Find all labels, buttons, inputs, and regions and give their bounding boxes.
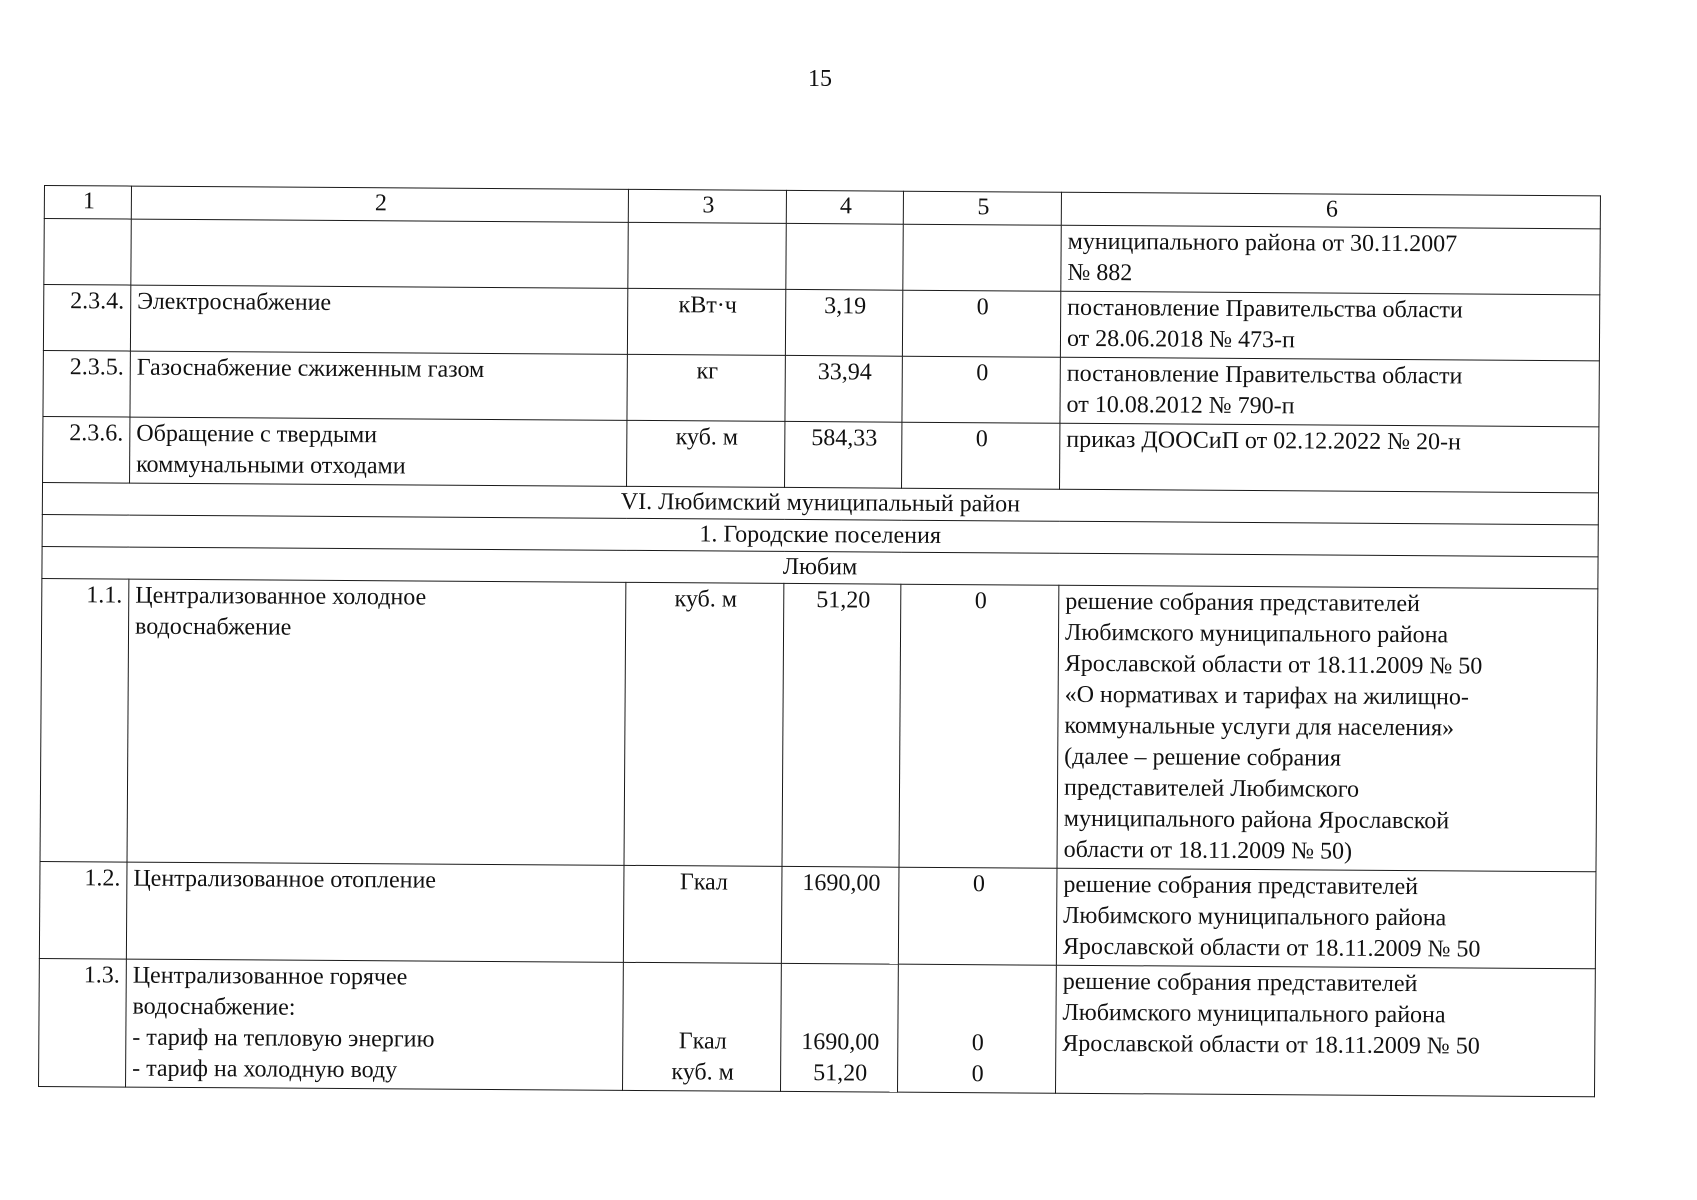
name-line: Централизованное горячее <box>132 962 408 991</box>
basis-line: муниципального района от 30.11.2007 <box>1067 228 1458 258</box>
table-row <box>43 285 1599 361</box>
section-town: Любим <box>42 546 1598 588</box>
value-line <box>788 965 894 997</box>
name-cell <box>130 285 627 354</box>
unit-line: куб. м <box>671 1059 734 1086</box>
unit-cell <box>623 962 782 1091</box>
name-cell <box>131 219 628 288</box>
basis-line: представителей Любимского <box>1063 774 1360 803</box>
basis-line: муниципального района Ярославской <box>1063 805 1450 835</box>
unit-cell <box>623 865 782 963</box>
name-line: Обращение с твердыми <box>136 420 378 449</box>
num-cell: 2.3.5. <box>43 350 130 417</box>
num-cell: 2.3.6. <box>43 416 130 483</box>
basis-line: Любимского муниципального района <box>1063 902 1447 932</box>
basis-cell <box>1056 868 1596 969</box>
unit-line: куб. м <box>675 424 739 451</box>
value-cell <box>785 421 902 488</box>
table-row <box>39 958 1596 1096</box>
zero-cell <box>902 356 1060 423</box>
zero-cell <box>902 290 1060 357</box>
zero-line: 0 <box>975 426 988 453</box>
num-cell: 1.2. <box>39 861 127 959</box>
basis-line: решение собрания представителей <box>1065 588 1420 618</box>
basis-line: решение собрания представителей <box>1063 871 1419 901</box>
name-cell <box>130 417 627 486</box>
value-line: 1690,00 <box>802 870 881 897</box>
basis-line: Любимского муниципального района <box>1064 619 1449 649</box>
zero-line <box>904 997 1051 1029</box>
value-cell <box>781 866 899 964</box>
header-cell: 5 <box>903 191 1061 225</box>
name-cell <box>126 862 624 962</box>
unit-cell <box>627 354 785 421</box>
name-line: Газоснабжение сжиженным газом <box>136 354 485 383</box>
value-cell <box>785 355 902 422</box>
num-cell: 2.3.4. <box>43 285 130 352</box>
name-line: - тариф на холодную воду <box>132 1055 398 1084</box>
unit-cell <box>624 582 784 866</box>
continuation-row <box>44 219 1600 295</box>
unit-cell <box>627 420 785 487</box>
header-cell: 2 <box>131 186 628 222</box>
basis-line: решение собрания представителей <box>1062 968 1418 998</box>
num-cell <box>44 219 131 286</box>
table-row <box>40 578 1598 871</box>
name-line: водоснабжение: <box>132 993 296 1021</box>
zero-line: 0 <box>971 1061 984 1088</box>
name-line: Централизованное холодное <box>135 582 427 611</box>
tariff-table <box>38 185 1601 1097</box>
header-cell: 6 <box>1061 192 1600 229</box>
table-row <box>43 350 1599 426</box>
basis-line: от 10.08.2012 № 790-п <box>1066 391 1295 420</box>
basis-line: Ярославской области от 18.11.2009 № 50 <box>1062 1030 1480 1060</box>
unit-cell <box>627 288 785 355</box>
name-cell <box>127 579 626 865</box>
value-line: 1690,00 <box>801 1029 880 1056</box>
name-cell <box>130 351 627 420</box>
zero-cell <box>899 584 1059 868</box>
basis-cell <box>1055 965 1595 1097</box>
zero-line: 0 <box>976 360 989 387</box>
table-row <box>43 416 1599 492</box>
zero-line: 0 <box>972 871 985 898</box>
zero-cell <box>898 867 1057 965</box>
basis-cell <box>1061 225 1600 295</box>
basis-line: коммунальные услуги для населения» <box>1064 712 1455 742</box>
basis-line: Любимского муниципального района <box>1062 999 1446 1029</box>
basis-cell <box>1060 357 1599 427</box>
zero-cell <box>902 422 1060 489</box>
unit-line <box>630 964 777 996</box>
value-line: 3,19 <box>824 293 867 320</box>
unit-line <box>629 995 776 1027</box>
basis-line: «О нормативах и тарифах на жилищно- <box>1064 681 1469 711</box>
table-row <box>39 861 1596 968</box>
num-cell: 1.3. <box>39 958 127 1087</box>
header-cell: 1 <box>44 186 131 220</box>
header-cell: 3 <box>628 189 786 223</box>
value-line: 51,20 <box>813 1060 868 1087</box>
unit-line: Гкал <box>678 1028 727 1055</box>
value-line: 584,33 <box>811 425 878 452</box>
basis-line: области от 18.11.2009 № 50) <box>1063 836 1353 865</box>
value-line <box>787 996 893 1028</box>
value-cell <box>782 583 901 867</box>
zero-line <box>905 966 1052 998</box>
unit-line: кВт·ч <box>678 292 737 319</box>
num-cell: 1.1. <box>40 578 129 862</box>
header-cell: 4 <box>786 190 903 224</box>
value-line: 51,20 <box>816 587 871 614</box>
name-line: Централизованное отопление <box>133 865 437 894</box>
basis-line: от 28.06.2018 № 473-п <box>1066 325 1295 354</box>
zero-line: 0 <box>974 588 987 615</box>
basis-cell <box>1060 423 1599 493</box>
basis-cell <box>1060 291 1599 361</box>
unit-line: кг <box>696 358 719 385</box>
basis-line: постановление Правительства области <box>1067 294 1463 324</box>
name-line: - тариф на тепловую энергию <box>132 1024 435 1053</box>
zero-line: 0 <box>971 1030 984 1057</box>
basis-line: Ярославской области от 18.11.2009 № 50 <box>1064 650 1483 680</box>
section-district: VI. Любимский муниципальный район <box>42 482 1598 524</box>
zero-line: 0 <box>976 294 989 321</box>
unit-line: Гкал <box>679 869 728 896</box>
basis-line: Ярославской области от 18.11.2009 № 50 <box>1062 933 1481 963</box>
unit-cell <box>628 222 786 289</box>
value-cell <box>785 289 902 356</box>
value-line: 33,94 <box>817 359 872 386</box>
unit-line: куб. м <box>674 586 738 613</box>
section-settlements: 1. Городские поселения <box>42 514 1598 556</box>
basis-line: постановление Правительства области <box>1066 360 1463 390</box>
basis-cell <box>1057 585 1598 872</box>
basis-line: (далее – решение собрания <box>1064 743 1342 772</box>
value-cell <box>781 963 899 1092</box>
value-cell <box>786 223 903 290</box>
name-cell <box>126 959 624 1090</box>
zero-cell <box>898 964 1057 1093</box>
basis-line: № 882 <box>1067 259 1133 287</box>
name-line: водоснабжение <box>134 613 292 641</box>
name-line: коммунальными отходами <box>136 451 406 480</box>
page-number: 15 <box>808 66 832 92</box>
zero-cell <box>903 224 1061 291</box>
basis-line: приказ ДООСиП от 02.12.2022 № 20-н <box>1066 426 1461 456</box>
name-line: Электроснабжение <box>137 288 332 316</box>
